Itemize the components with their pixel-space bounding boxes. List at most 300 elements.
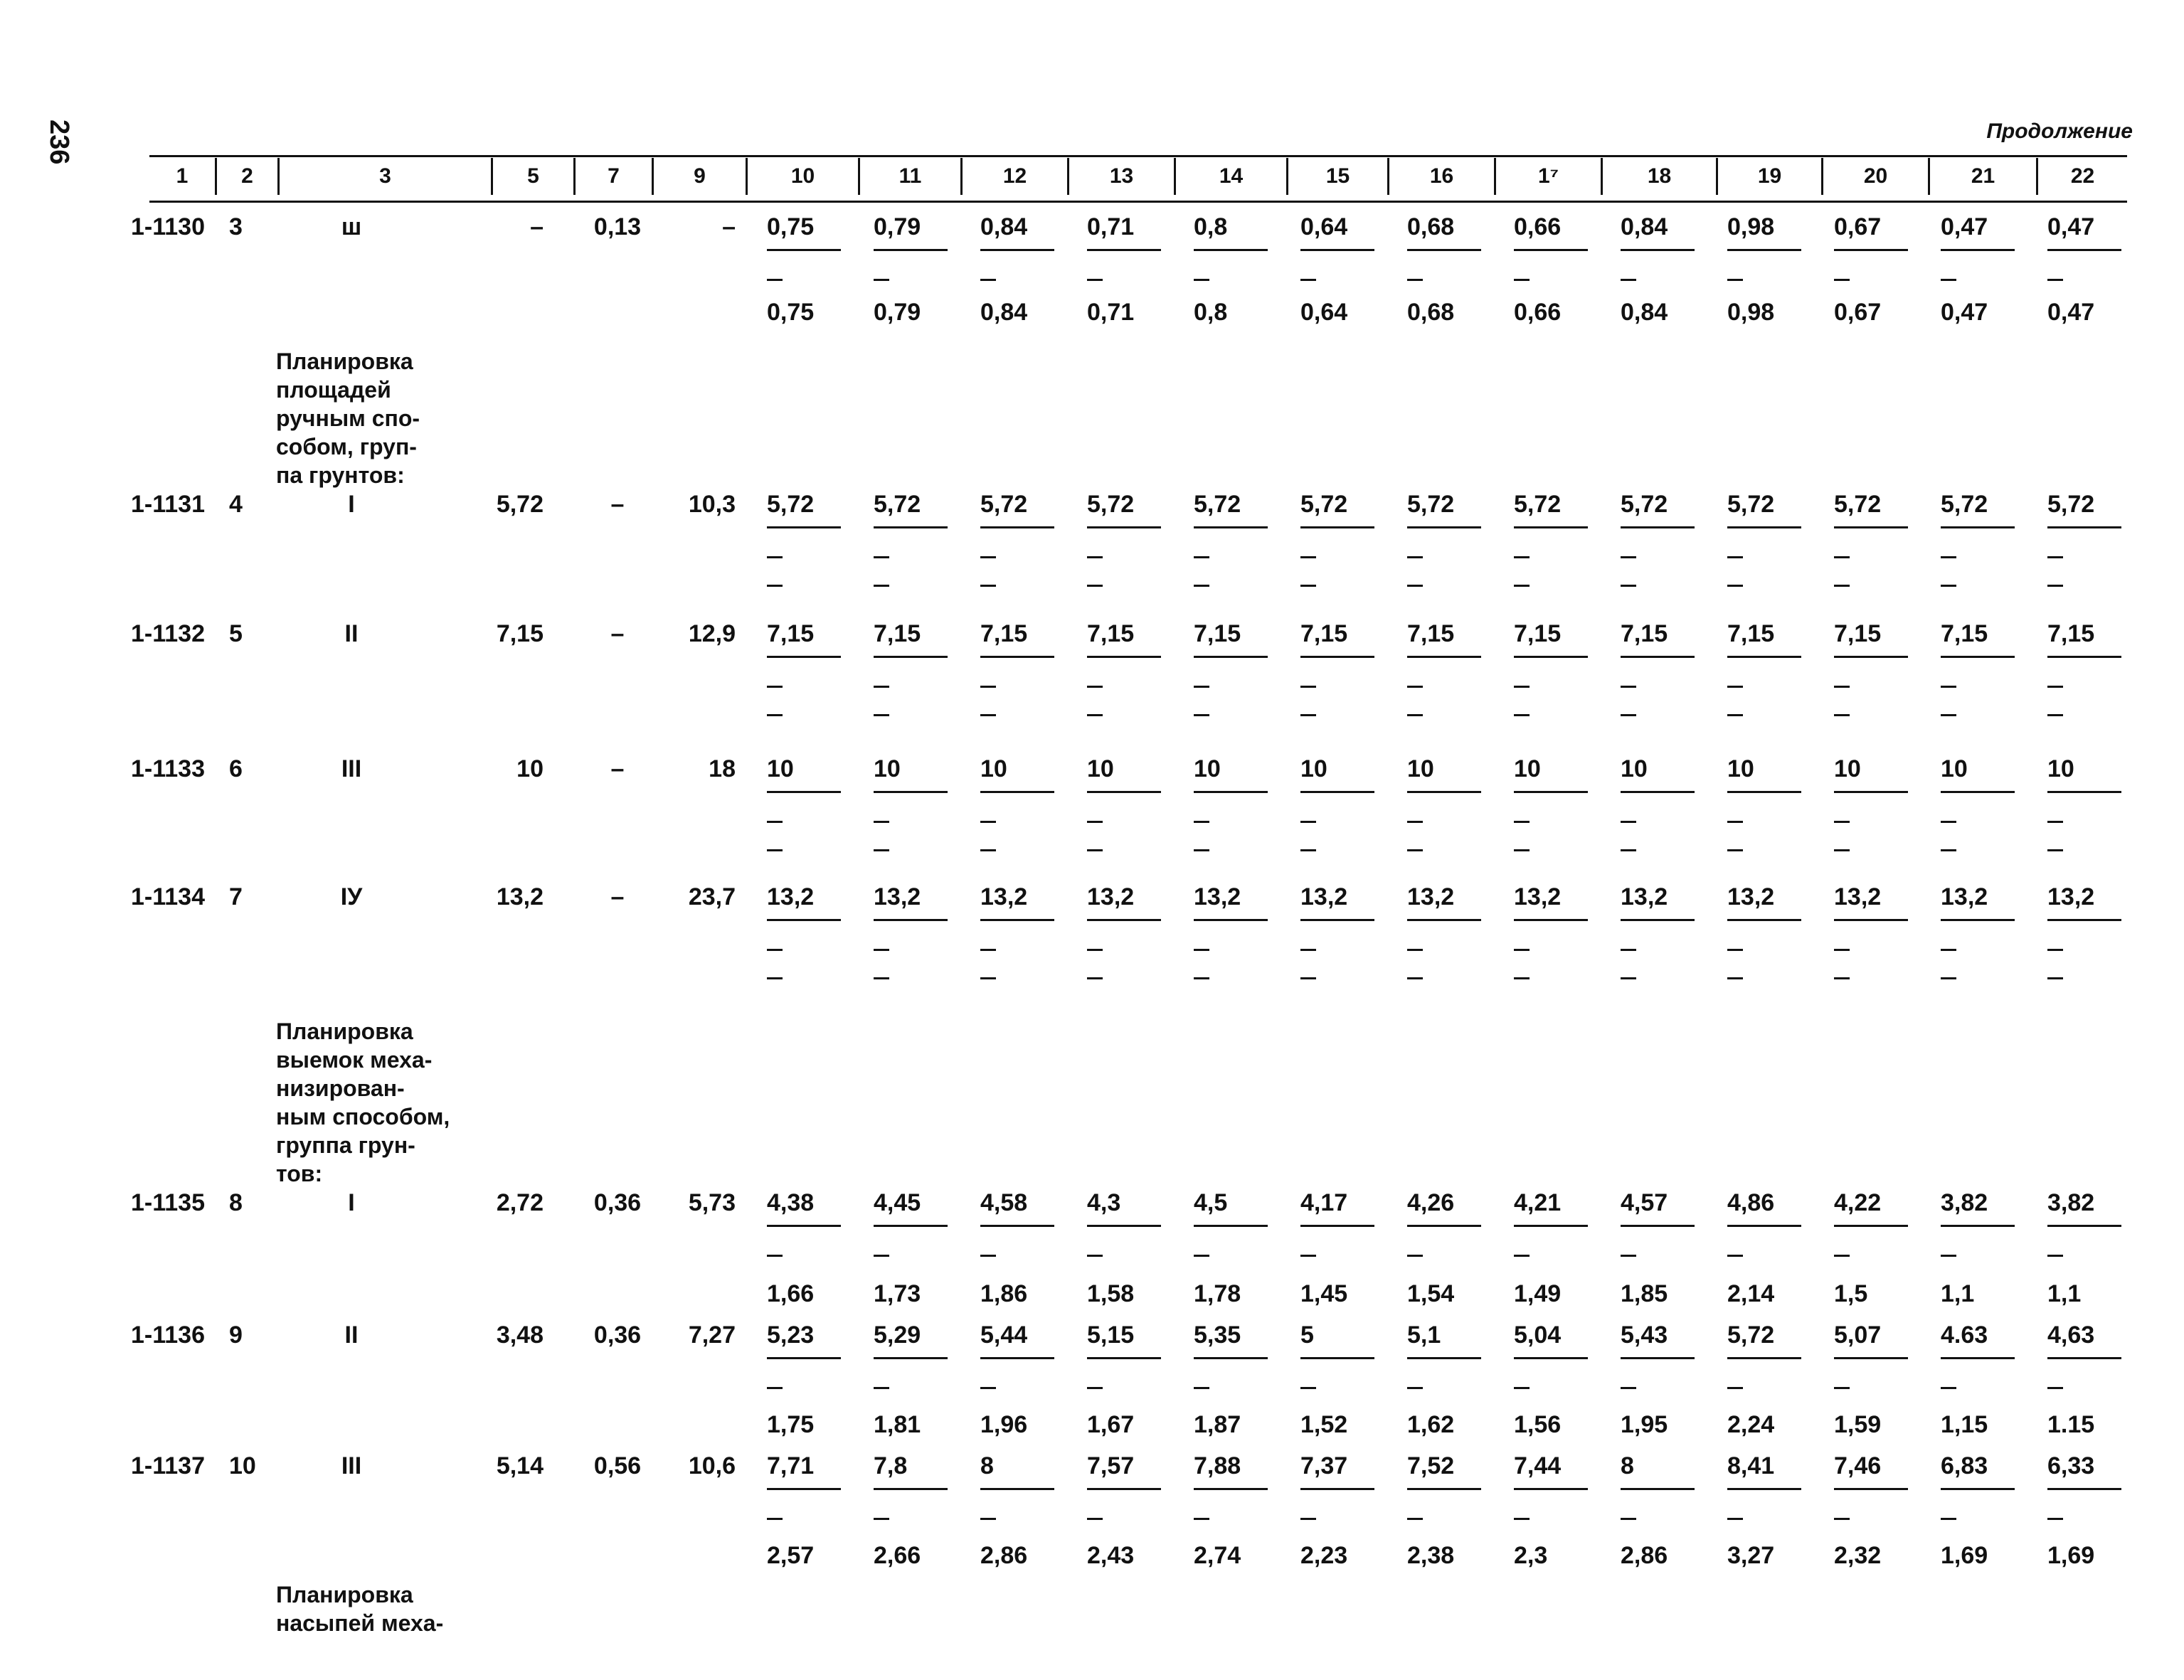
dash-mark: [1834, 1518, 1850, 1520]
dash-mark: [1407, 821, 1423, 823]
dash-mark: [767, 279, 783, 281]
dash-mark: [1087, 1518, 1103, 1520]
dash-mark: [1621, 279, 1636, 281]
dash-mark: [1834, 977, 1850, 979]
dash-mark: [1514, 279, 1530, 281]
value-numerator: 7,15: [1194, 620, 1241, 647]
value-numerator: 0,84: [1621, 213, 1668, 240]
dash-mark: [1514, 849, 1530, 851]
value-denominator: 1,69: [1941, 1542, 1988, 1569]
dash-mark: [874, 585, 889, 587]
fraction-bar: [874, 791, 948, 793]
fraction-bar: [1834, 249, 1908, 251]
value-denominator: 1,85: [1621, 1280, 1668, 1307]
value-numerator: 0,47: [2047, 213, 2095, 240]
value-numerator: 5,72: [1407, 491, 1455, 518]
header-col-7: 10: [746, 158, 858, 195]
fraction-bar: [1087, 1488, 1161, 1490]
dash-mark: [1407, 949, 1423, 951]
value-numerator: 13,2: [1194, 883, 1241, 910]
dash-mark: [2047, 279, 2063, 281]
value-numerator: 4,86: [1727, 1189, 1775, 1216]
dash-mark: [1407, 1255, 1423, 1257]
dash-mark: [1727, 1255, 1743, 1257]
fraction-bar: [1300, 791, 1374, 793]
value-denominator: 1,62: [1407, 1411, 1455, 1438]
value-denominator: 0,71: [1087, 299, 1135, 326]
dash-mark: [1727, 1518, 1743, 1520]
fraction-bar: [1834, 1357, 1908, 1359]
soil-group: II: [344, 620, 359, 647]
dash-mark: [1727, 821, 1743, 823]
dash-mark: [874, 1255, 889, 1257]
fraction-bar: [874, 1488, 948, 1490]
value-numerator: 5,72: [1194, 491, 1241, 518]
value-numerator: 13,2: [1514, 883, 1562, 910]
col-9-value: –: [722, 213, 736, 240]
value-numerator: 6,33: [2047, 1452, 2095, 1479]
fraction-bar: [980, 249, 1054, 251]
value-numerator: 10: [1727, 755, 1754, 782]
dash-mark: [1407, 686, 1423, 688]
dash-mark: [874, 1387, 889, 1389]
dash-mark: [2047, 977, 2063, 979]
fraction-bar: [1514, 791, 1588, 793]
fraction-bar: [1727, 919, 1801, 921]
dash-mark: [2047, 1255, 2063, 1257]
dash-mark: [1621, 585, 1636, 587]
value-numerator: 10: [767, 755, 794, 782]
dash-mark: [1941, 279, 1956, 281]
row-code: 1-1137: [131, 1452, 205, 1479]
fraction-bar: [1834, 526, 1908, 528]
dash-mark: [2047, 585, 2063, 587]
fraction-bar: [1194, 249, 1268, 251]
dash-mark: [1834, 821, 1850, 823]
dash-mark: [874, 279, 889, 281]
dash-mark: [1941, 949, 1956, 951]
value-numerator: 7,52: [1407, 1452, 1455, 1479]
dash-mark: [767, 977, 783, 979]
continuation-label: Продолжение: [1986, 119, 2133, 143]
dash-mark: [1300, 585, 1316, 587]
fraction-bar: [1194, 1225, 1268, 1227]
value-numerator: 7,46: [1834, 1452, 1882, 1479]
value-denominator: 1,69: [2047, 1542, 2095, 1569]
dash-mark: [1087, 977, 1103, 979]
header-col-14: 1⁷: [1494, 158, 1601, 195]
dash-mark: [1834, 949, 1850, 951]
col-9-value: 5,73: [688, 1189, 736, 1216]
dash-mark: [1834, 279, 1850, 281]
fraction-bar: [1727, 656, 1801, 658]
dash-mark: [874, 949, 889, 951]
dash-mark: [1727, 977, 1743, 979]
dash-mark: [1087, 585, 1103, 587]
value-denominator: 2,86: [980, 1542, 1028, 1569]
fraction-bar: [874, 1357, 948, 1359]
dash-mark: [1087, 686, 1103, 688]
dash-mark: [1621, 949, 1636, 951]
col-9-value: 18: [709, 755, 736, 782]
dash-mark: [1941, 1518, 1956, 1520]
value-numerator: 8,41: [1727, 1452, 1775, 1479]
value-denominator: 2,57: [767, 1542, 815, 1569]
fraction-bar: [1621, 791, 1695, 793]
col-7-value: –: [610, 620, 625, 647]
value-numerator: 0,8: [1194, 213, 1228, 240]
value-numerator: 0,67: [1834, 213, 1882, 240]
row-code: 1-1135: [131, 1189, 205, 1216]
value-numerator: 7,15: [1514, 620, 1562, 647]
value-denominator: 1,58: [1087, 1280, 1135, 1307]
value-numerator: 0,79: [874, 213, 921, 240]
fraction-bar: [1727, 1225, 1801, 1227]
value-numerator: 7,44: [1514, 1452, 1562, 1479]
fraction-bar: [1194, 526, 1268, 528]
dash-mark: [1407, 556, 1423, 558]
dash-mark: [1727, 556, 1743, 558]
fraction-bar: [1727, 791, 1801, 793]
value-numerator: 7,8: [874, 1452, 908, 1479]
value-denominator: 1,67: [1087, 1411, 1135, 1438]
fraction-bar: [980, 1488, 1054, 1490]
fraction-bar: [767, 656, 841, 658]
dash-mark: [1194, 556, 1209, 558]
value-denominator: 0,68: [1407, 299, 1455, 326]
fraction-bar: [1621, 1225, 1695, 1227]
value-numerator: 7,15: [1941, 620, 1988, 647]
fraction-bar: [1727, 249, 1801, 251]
dash-mark: [1727, 686, 1743, 688]
dash-mark: [874, 556, 889, 558]
value-numerator: 7,15: [1727, 620, 1775, 647]
value-numerator: 7,57: [1087, 1452, 1135, 1479]
fraction-bar: [1834, 1488, 1908, 1490]
value-numerator: 10: [1300, 755, 1327, 782]
fraction-bar: [1407, 791, 1481, 793]
fraction-bar: [1514, 1225, 1588, 1227]
fraction-bar: [1514, 656, 1588, 658]
dash-mark: [1407, 714, 1423, 716]
value-numerator: 13,2: [1834, 883, 1882, 910]
fraction-bar: [1621, 656, 1695, 658]
fraction-bar: [1621, 249, 1695, 251]
value-denominator: 1.15: [2047, 1411, 2095, 1438]
col-9-value: 10,6: [688, 1452, 736, 1479]
dash-mark: [767, 1518, 783, 1520]
value-denominator: 2,24: [1727, 1411, 1775, 1438]
soil-group: II: [344, 1322, 359, 1349]
fraction-bar: [1727, 526, 1801, 528]
fraction-bar: [767, 526, 841, 528]
value-numerator: 5,72: [2047, 491, 2095, 518]
value-denominator: 1,15: [1941, 1411, 1988, 1438]
fraction-bar: [2047, 656, 2121, 658]
value-numerator: 5,72: [874, 491, 921, 518]
dash-mark: [1194, 949, 1209, 951]
dash-mark: [980, 556, 996, 558]
dash-mark: [1407, 1387, 1423, 1389]
fraction-bar: [1941, 656, 2015, 658]
value-denominator: 1,86: [980, 1280, 1028, 1307]
value-denominator: 0,64: [1300, 299, 1348, 326]
row-number: 3: [229, 213, 243, 240]
value-numerator: 4,22: [1834, 1189, 1882, 1216]
value-denominator: 2,32: [1834, 1542, 1882, 1569]
fraction-bar: [2047, 919, 2121, 921]
value-numerator: 10: [1834, 755, 1861, 782]
header-col-12: 15: [1286, 158, 1387, 195]
fraction-bar: [1300, 1357, 1374, 1359]
fraction-bar: [1941, 1225, 2015, 1227]
fraction-bar: [1407, 1225, 1481, 1227]
soil-group: I: [348, 491, 355, 518]
value-numerator: 5,72: [1727, 1322, 1775, 1349]
fraction-bar: [2047, 1488, 2121, 1490]
value-denominator: 2,38: [1407, 1542, 1455, 1569]
soil-group: IУ: [340, 883, 363, 910]
fraction-bar: [874, 919, 948, 921]
fraction-bar: [2047, 249, 2121, 251]
col-7-value: 0,13: [593, 213, 642, 240]
value-numerator: 0,64: [1300, 213, 1348, 240]
dash-mark: [2047, 1518, 2063, 1520]
value-numerator: 10: [2047, 755, 2074, 782]
dash-mark: [1941, 686, 1956, 688]
dash-mark: [1514, 1387, 1530, 1389]
fraction-bar: [874, 526, 948, 528]
dash-mark: [1834, 714, 1850, 716]
value-numerator: 13,2: [1621, 883, 1668, 910]
dash-mark: [767, 1387, 783, 1389]
fraction-bar: [1514, 1488, 1588, 1490]
value-numerator: 10: [980, 755, 1007, 782]
value-numerator: 7,15: [1087, 620, 1135, 647]
fraction-bar: [1941, 1357, 2015, 1359]
value-denominator: 2,74: [1194, 1542, 1241, 1569]
value-numerator: 0,47: [1941, 213, 1988, 240]
soil-group: III: [341, 755, 362, 782]
dash-mark: [1407, 279, 1423, 281]
fraction-bar: [1300, 249, 1374, 251]
row-code: 1-1131: [131, 491, 205, 518]
fraction-bar: [1194, 1488, 1268, 1490]
value-denominator: 2,3: [1514, 1542, 1548, 1569]
dash-mark: [1834, 585, 1850, 587]
dash-mark: [1087, 821, 1103, 823]
dash-mark: [1834, 1387, 1850, 1389]
dash-mark: [980, 686, 996, 688]
header-col-9: 12: [960, 158, 1067, 195]
value-numerator: 4,58: [980, 1189, 1028, 1216]
value-numerator: 5,72: [1941, 491, 1988, 518]
value-numerator: 7,15: [874, 620, 921, 647]
dash-mark: [874, 849, 889, 851]
dash-mark: [1834, 1255, 1850, 1257]
header-col-3: 3: [277, 158, 491, 195]
value-denominator: 0,66: [1514, 299, 1562, 326]
col-5-value: 5,14: [496, 1452, 544, 1479]
fraction-bar: [1514, 1357, 1588, 1359]
value-denominator: 1,66: [767, 1280, 815, 1307]
dash-mark: [2047, 556, 2063, 558]
header-bottom-rule: [149, 201, 2127, 203]
dash-mark: [874, 821, 889, 823]
row-number: 4: [229, 491, 243, 518]
value-denominator: 0,8: [1194, 299, 1228, 326]
value-numerator: 5,72: [1727, 491, 1775, 518]
value-denominator: 0,67: [1834, 299, 1882, 326]
dash-mark: [874, 686, 889, 688]
value-denominator: 1,73: [874, 1280, 921, 1307]
value-numerator: 5,23: [767, 1322, 815, 1349]
dash-mark: [1941, 849, 1956, 851]
value-denominator: 2,14: [1727, 1280, 1775, 1307]
fraction-bar: [2047, 1357, 2121, 1359]
value-numerator: 5,72: [767, 491, 815, 518]
value-numerator: 7,15: [1407, 620, 1455, 647]
value-denominator: 1,52: [1300, 1411, 1348, 1438]
dash-mark: [1941, 556, 1956, 558]
value-denominator: 2,23: [1300, 1542, 1348, 1569]
col-5-value: 5,72: [496, 491, 544, 518]
fraction-bar: [1194, 656, 1268, 658]
col-7-value: –: [610, 491, 625, 518]
fraction-bar: [1407, 1488, 1481, 1490]
value-numerator: 0,66: [1514, 213, 1562, 240]
dash-mark: [767, 849, 783, 851]
value-denominator: 1,81: [874, 1411, 921, 1438]
value-numerator: 4,21: [1514, 1189, 1562, 1216]
fraction-bar: [1087, 526, 1161, 528]
fraction-bar: [1407, 526, 1481, 528]
fraction-bar: [1621, 526, 1695, 528]
dash-mark: [1300, 949, 1316, 951]
value-numerator: 4,17: [1300, 1189, 1348, 1216]
value-numerator: 7,15: [1834, 620, 1882, 647]
dash-mark: [1621, 1518, 1636, 1520]
header-col-5: 7: [573, 158, 652, 195]
header-col-15: 18: [1601, 158, 1716, 195]
dash-mark: [1300, 849, 1316, 851]
dash-mark: [1727, 949, 1743, 951]
dash-mark: [1941, 1387, 1956, 1389]
dash-mark: [980, 849, 996, 851]
value-numerator: 5: [1300, 1322, 1314, 1349]
value-numerator: 8: [980, 1452, 994, 1479]
fraction-bar: [874, 656, 948, 658]
dash-mark: [1621, 849, 1636, 851]
dash-mark: [1727, 849, 1743, 851]
value-denominator: 1,95: [1621, 1411, 1668, 1438]
dash-mark: [1621, 977, 1636, 979]
dash-mark: [1300, 714, 1316, 716]
dash-mark: [1300, 556, 1316, 558]
dash-mark: [1514, 1518, 1530, 1520]
fraction-bar: [2047, 1225, 2121, 1227]
value-numerator: 5,72: [980, 491, 1028, 518]
col-7-value: 0,36: [593, 1322, 642, 1349]
value-denominator: 0,47: [1941, 299, 1988, 326]
value-numerator: 10: [1514, 755, 1541, 782]
value-denominator: 0,79: [874, 299, 921, 326]
page-number: 236: [44, 119, 74, 165]
col-7-value: –: [610, 883, 625, 910]
fraction-bar: [767, 1357, 841, 1359]
header-top-rule: [149, 155, 2127, 157]
dash-mark: [980, 714, 996, 716]
fraction-bar: [1300, 526, 1374, 528]
fraction-bar: [767, 1225, 841, 1227]
header-col-18: 21: [1928, 158, 2036, 195]
dash-mark: [1087, 1255, 1103, 1257]
dash-mark: [2047, 686, 2063, 688]
value-numerator: 7,15: [980, 620, 1028, 647]
fraction-bar: [1194, 919, 1268, 921]
dash-mark: [1300, 821, 1316, 823]
col-5-value: 3,48: [496, 1322, 544, 1349]
dash-mark: [1087, 714, 1103, 716]
dash-mark: [767, 821, 783, 823]
value-numerator: 5,72: [1087, 491, 1135, 518]
value-numerator: 13,2: [1300, 883, 1348, 910]
fraction-bar: [1300, 656, 1374, 658]
fraction-bar: [1300, 919, 1374, 921]
value-denominator: 1,59: [1834, 1411, 1882, 1438]
value-denominator: 0,98: [1727, 299, 1775, 326]
dash-mark: [980, 977, 996, 979]
fraction-bar: [1407, 249, 1481, 251]
fraction-bar: [1834, 656, 1908, 658]
dash-mark: [1941, 821, 1956, 823]
dash-mark: [1087, 849, 1103, 851]
dash-mark: [2047, 949, 2063, 951]
dash-mark: [1407, 585, 1423, 587]
value-numerator: 5,43: [1621, 1322, 1668, 1349]
fraction-bar: [1407, 919, 1481, 921]
dash-mark: [1300, 977, 1316, 979]
value-numerator: 5,44: [980, 1322, 1028, 1349]
row-code: 1-1130: [131, 213, 205, 240]
fraction-bar: [1300, 1225, 1374, 1227]
value-numerator: 10: [1087, 755, 1114, 782]
header-col-4: 5: [491, 158, 573, 195]
dash-mark: [1514, 714, 1530, 716]
fraction-bar: [1407, 1357, 1481, 1359]
dash-mark: [1941, 714, 1956, 716]
value-numerator: 5,72: [1621, 491, 1668, 518]
dash-mark: [874, 1518, 889, 1520]
value-numerator: 10: [1407, 755, 1434, 782]
header-col-13: 16: [1387, 158, 1494, 195]
fraction-bar: [1941, 526, 2015, 528]
row-number: 7: [229, 883, 243, 910]
value-denominator: 2,66: [874, 1542, 921, 1569]
dash-mark: [874, 977, 889, 979]
col-5-value: 13,2: [496, 883, 544, 910]
fraction-bar: [1194, 791, 1268, 793]
value-numerator: 10: [1621, 755, 1648, 782]
fraction-bar: [1941, 791, 2015, 793]
dash-mark: [1407, 1518, 1423, 1520]
value-numerator: 5,1: [1407, 1322, 1441, 1349]
dash-mark: [1194, 821, 1209, 823]
dash-mark: [767, 686, 783, 688]
dash-mark: [1194, 714, 1209, 716]
dash-mark: [1514, 977, 1530, 979]
dash-mark: [1727, 714, 1743, 716]
